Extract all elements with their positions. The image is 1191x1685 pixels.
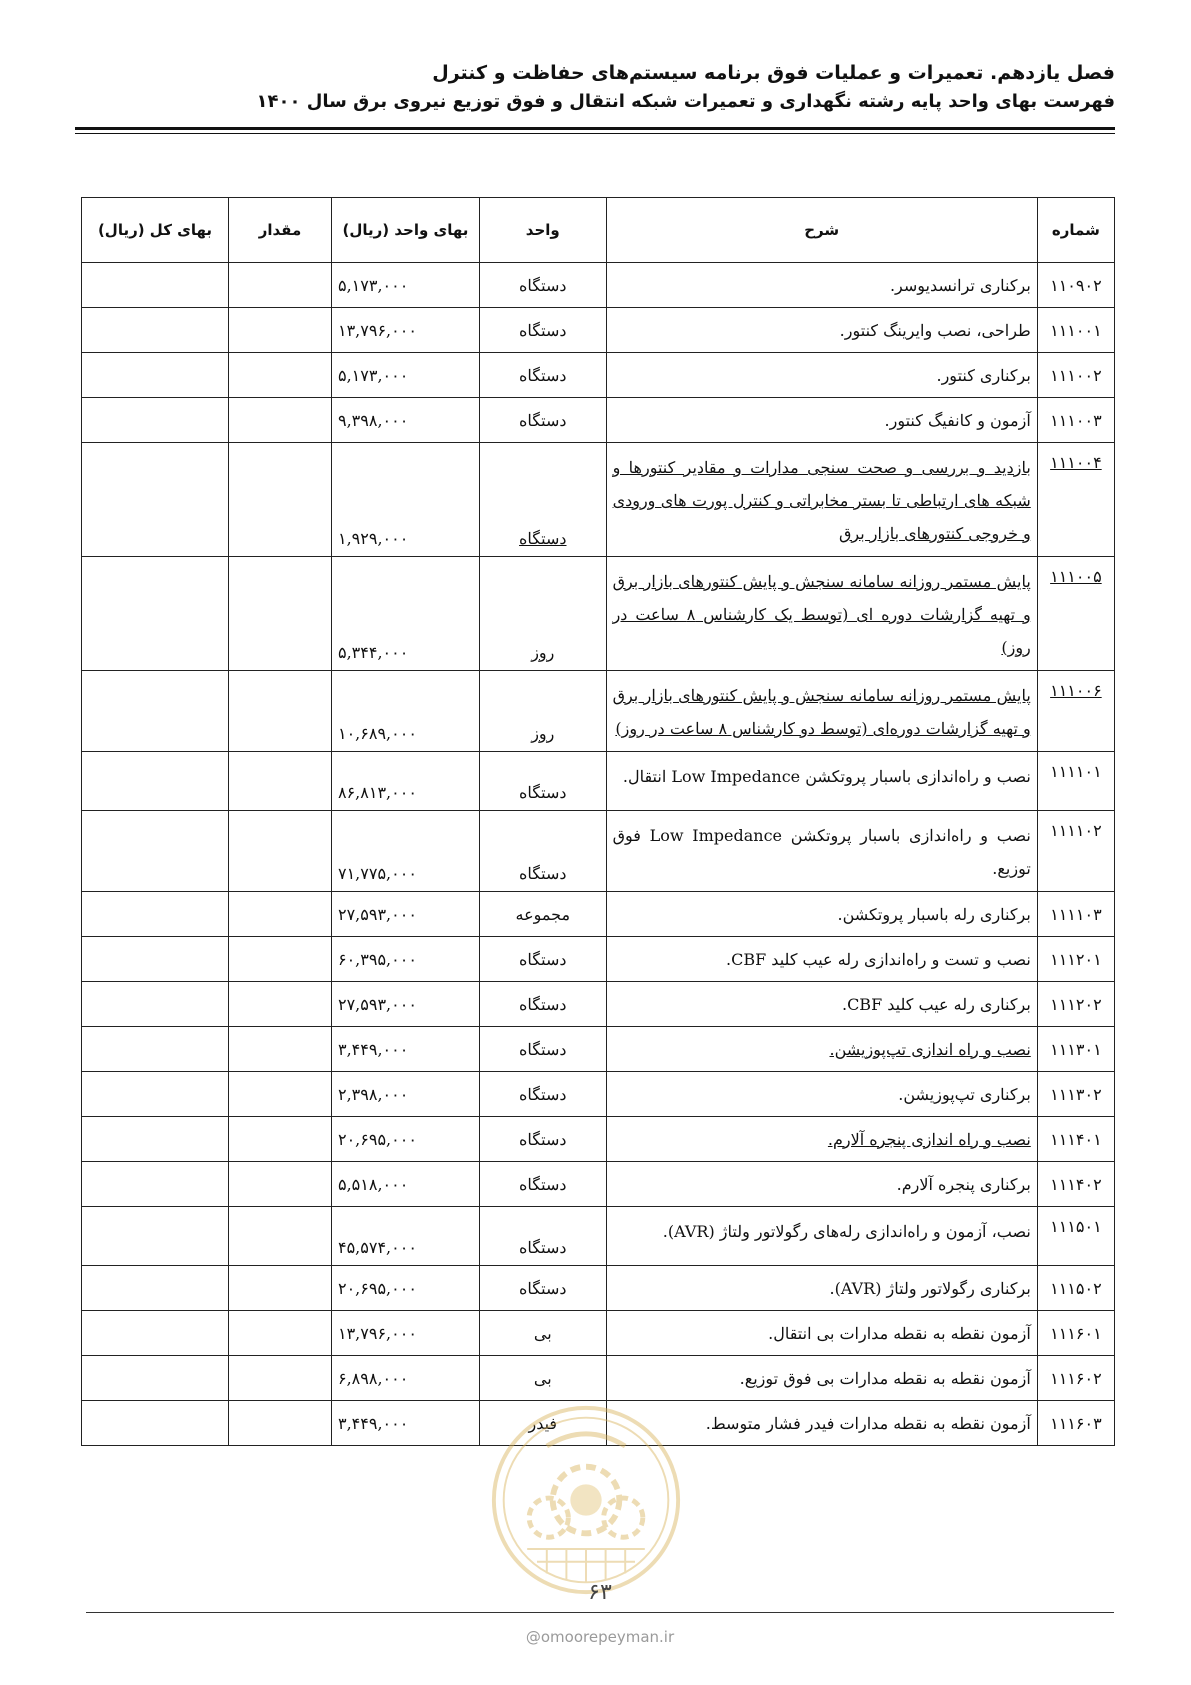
row-code: ۱۱۱۳۰۱ <box>1037 1027 1114 1072</box>
row-qty <box>229 1072 332 1117</box>
row-code: ۱۱۱۰۰۲ <box>1037 353 1114 398</box>
row-total <box>82 811 229 892</box>
row-total <box>82 1027 229 1072</box>
page-header <box>75 58 1115 116</box>
row-qty <box>229 811 332 892</box>
row-total <box>82 982 229 1027</box>
table-row <box>82 443 1115 557</box>
row-price: ۲۰,۶۹۵,۰۰۰ <box>331 1117 479 1162</box>
row-code: ۱۱۱۶۰۲ <box>1037 1356 1114 1401</box>
row-total <box>82 263 229 308</box>
row-desc: آزمون نقطه به نقطه مدارات بی انتقال. <box>606 1311 1037 1356</box>
row-price: ۹,۳۹۸,۰۰۰ <box>331 398 479 443</box>
row-total <box>82 398 229 443</box>
row-desc: نصب و راه اندازی تپ‌پوزیشن. <box>606 1027 1037 1072</box>
table-row <box>82 398 1115 443</box>
row-price: ۳,۴۴۹,۰۰۰ <box>331 1027 479 1072</box>
col-header-desc: شرح <box>606 198 1037 263</box>
table-row <box>82 1072 1115 1117</box>
row-price: ۱۰,۶۸۹,۰۰۰ <box>331 671 479 752</box>
col-header-unit: واحد <box>480 198 607 263</box>
row-total <box>82 671 229 752</box>
row-price: ۵,۵۱۸,۰۰۰ <box>331 1162 479 1207</box>
row-code: ۱۱۱۵۰۱ <box>1037 1207 1114 1266</box>
col-header-code: شماره <box>1037 198 1114 263</box>
row-price: ۶۰,۳۹۵,۰۰۰ <box>331 937 479 982</box>
row-desc: نصب و تست و راه‌اندازی رله عیب کلید CBF. <box>606 937 1037 982</box>
table-row <box>82 982 1115 1027</box>
row-unit: دستگاه <box>480 263 607 308</box>
row-desc: آزمون نقطه به نقطه مدارات فیدر فشار متوسط. <box>606 1401 1037 1446</box>
document-title: فهرست بهای واحد پایه رشته نگهداری و تعمیرات شبکه انتقال و فوق توزیع نیروی برق سال ۱۴۰۰ <box>256 91 1115 112</box>
row-code: ۱۱۱۱۰۲ <box>1037 811 1114 892</box>
row-price: ۲,۳۹۸,۰۰۰ <box>331 1072 479 1117</box>
row-price: ۶,۸۹۸,۰۰۰ <box>331 1356 479 1401</box>
row-qty <box>229 1027 332 1072</box>
row-desc: پایش مستمر روزانه سامانه سنجش و پایش کنتورهای بازار برق و تهیه گزارشات دوره ای (توسط یک کارشناس ۸ ساعت در روز) <box>606 557 1037 671</box>
row-total <box>82 752 229 811</box>
row-unit: دستگاه <box>480 1266 607 1311</box>
seal-watermark-icon <box>488 1402 684 1598</box>
row-total <box>82 1401 229 1446</box>
row-total <box>82 308 229 353</box>
row-price: ۴۵,۵۷۴,۰۰۰ <box>331 1207 479 1266</box>
row-price: ۳,۴۴۹,۰۰۰ <box>331 1401 479 1446</box>
row-price: ۱۳,۷۹۶,۰۰۰ <box>331 1311 479 1356</box>
row-qty <box>229 557 332 671</box>
row-qty <box>229 671 332 752</box>
row-qty <box>229 1266 332 1311</box>
row-price: ۸۶,۸۱۳,۰۰۰ <box>331 752 479 811</box>
chapter-title-part-b: سیستم‌های حفاظت و کنترل <box>432 62 705 84</box>
row-desc: آزمون و کانفیگ کنتور. <box>606 398 1037 443</box>
row-total <box>82 353 229 398</box>
row-code: ۱۱۱۱۰۳ <box>1037 892 1114 937</box>
site-watermark-text: @omoorepeyman.ir <box>525 1628 675 1646</box>
row-total <box>82 443 229 557</box>
row-price: ۵,۱۷۳,۰۰۰ <box>331 353 479 398</box>
table-row <box>82 353 1115 398</box>
table-row <box>82 1117 1115 1162</box>
row-unit: فیدر <box>480 1401 607 1446</box>
page-number: ۶۳ <box>588 1580 612 1605</box>
row-unit: دستگاه <box>480 1162 607 1207</box>
row-code: ۱۱۱۴۰۲ <box>1037 1162 1114 1207</box>
table-row <box>82 1311 1115 1356</box>
table-row <box>82 671 1115 752</box>
row-price: ۷۱,۷۷۵,۰۰۰ <box>331 811 479 892</box>
row-desc: نصب و راه‌اندازی باسبار پروتکشن Low Impedance فوق توزیع. <box>606 811 1037 892</box>
row-total <box>82 1117 229 1162</box>
row-price: ۲۰,۶۹۵,۰۰۰ <box>331 1266 479 1311</box>
row-desc: نصب و راه‌اندازی باسبار پروتکشن Low Impedance انتقال. <box>606 752 1037 811</box>
row-code: ۱۱۱۰۰۴ <box>1037 443 1114 557</box>
table-row <box>82 1356 1115 1401</box>
row-price: ۵,۱۷۳,۰۰۰ <box>331 263 479 308</box>
row-code: ۱۱۰۹۰۲ <box>1037 263 1114 308</box>
row-price: ۱,۹۲۹,۰۰۰ <box>331 443 479 557</box>
row-code: ۱۱۱۶۰۱ <box>1037 1311 1114 1356</box>
row-qty <box>229 892 332 937</box>
row-code: ۱۱۱۶۰۳ <box>1037 1401 1114 1446</box>
table-row <box>82 557 1115 671</box>
row-desc: نصب و راه اندازی پنجره آلارم. <box>606 1117 1037 1162</box>
col-header-qty: مقدار <box>229 198 332 263</box>
row-qty <box>229 982 332 1027</box>
row-price: ۱۳,۷۹۶,۰۰۰ <box>331 308 479 353</box>
row-unit: مجموعه <box>480 892 607 937</box>
row-code: ۱۱۱۲۰۱ <box>1037 937 1114 982</box>
row-unit: دستگاه <box>480 308 607 353</box>
row-unit: دستگاه <box>480 1117 607 1162</box>
row-code: ۱۱۱۱۰۱ <box>1037 752 1114 811</box>
col-header-total: بهای کل (ریال) <box>82 198 229 263</box>
row-qty <box>229 1162 332 1207</box>
row-desc: آزمون نقطه به نقطه مدارات بی فوق توزیع. <box>606 1356 1037 1401</box>
chapter-title <box>75 58 1115 88</box>
row-unit: روز <box>480 557 607 671</box>
row-qty <box>229 353 332 398</box>
row-total <box>82 1072 229 1117</box>
row-qty <box>229 263 332 308</box>
row-total <box>82 1311 229 1356</box>
row-code: ۱۱۱۳۰۲ <box>1037 1072 1114 1117</box>
table-row <box>82 263 1115 308</box>
row-code: ۱۱۱۰۰۳ <box>1037 398 1114 443</box>
row-qty <box>229 937 332 982</box>
table-header-row <box>82 198 1115 263</box>
row-qty <box>229 443 332 557</box>
row-desc: برکناری تپ‌پوزیشن. <box>606 1072 1037 1117</box>
row-qty <box>229 752 332 811</box>
row-unit: دستگاه <box>480 443 607 557</box>
row-desc: برکناری کنتور. <box>606 353 1037 398</box>
row-unit: دستگاه <box>480 1027 607 1072</box>
row-qty <box>229 1356 332 1401</box>
footer-rule <box>86 1612 1114 1613</box>
row-price: ۲۷,۵۹۳,۰۰۰ <box>331 982 479 1027</box>
row-unit: بی <box>480 1311 607 1356</box>
row-total <box>82 1207 229 1266</box>
row-code: ۱۱۱۴۰۱ <box>1037 1117 1114 1162</box>
row-unit: روز <box>480 671 607 752</box>
row-price: ۲۷,۵۹۳,۰۰۰ <box>331 892 479 937</box>
row-code: ۱۱۱۵۰۲ <box>1037 1266 1114 1311</box>
row-desc: برکناری پنجره آلارم. <box>606 1162 1037 1207</box>
row-unit: دستگاه <box>480 1207 607 1266</box>
row-code: ۱۱۱۰۰۶ <box>1037 671 1114 752</box>
price-table <box>81 197 1115 1446</box>
table-row <box>82 811 1115 892</box>
row-total <box>82 937 229 982</box>
row-qty <box>229 308 332 353</box>
table-row <box>82 1207 1115 1266</box>
row-desc: پایش مستمر روزانه سامانه سنجش و پایش کنتورهای بازار برق و تهیه گزارشات دوره‌ای (توسط دو کارشناس ۸ ساعت در روز) <box>606 671 1037 752</box>
row-desc: برکناری رگولاتور ولتاژ (AVR). <box>606 1266 1037 1311</box>
row-unit: دستگاه <box>480 353 607 398</box>
row-unit: دستگاه <box>480 982 607 1027</box>
row-total <box>82 1356 229 1401</box>
row-desc: برکناری رله باسبار پروتکشن. <box>606 892 1037 937</box>
chapter-title-part-a: فصل یازدهم. تعمیرات و عملیات فوق برنامه <box>704 62 1115 84</box>
row-code: ۱۱۱۰۰۱ <box>1037 308 1114 353</box>
table-row <box>82 1027 1115 1072</box>
table-row <box>82 892 1115 937</box>
row-total <box>82 1162 229 1207</box>
table-row <box>82 1162 1115 1207</box>
table-row <box>82 308 1115 353</box>
row-price: ۵,۳۴۴,۰۰۰ <box>331 557 479 671</box>
row-total <box>82 557 229 671</box>
row-unit: بی <box>480 1356 607 1401</box>
row-qty <box>229 1207 332 1266</box>
row-desc: طراحی، نصب وایرینگ کنتور. <box>606 308 1037 353</box>
table-row <box>82 937 1115 982</box>
row-unit: دستگاه <box>480 1072 607 1117</box>
row-code: ۱۱۱۰۰۵ <box>1037 557 1114 671</box>
row-qty <box>229 1401 332 1446</box>
row-code: ۱۱۱۲۰۲ <box>1037 982 1114 1027</box>
row-qty <box>229 398 332 443</box>
row-desc: برکناری ترانسدیوسر. <box>606 263 1037 308</box>
row-desc: نصب، آزمون و راه‌اندازی رله‌های رگولاتور ولتاژ (AVR). <box>606 1207 1037 1266</box>
row-total <box>82 892 229 937</box>
row-qty <box>229 1117 332 1162</box>
row-desc: برکناری رله عیب کلید CBF. <box>606 982 1037 1027</box>
table-row <box>82 752 1115 811</box>
header-rule-thick <box>75 127 1115 130</box>
col-header-unit-price: بهای واحد (ریال) <box>331 198 479 263</box>
table-row <box>82 1266 1115 1311</box>
header-rule-thin <box>75 133 1115 134</box>
row-qty <box>229 1311 332 1356</box>
row-total <box>82 1266 229 1311</box>
row-unit: دستگاه <box>480 398 607 443</box>
row-unit: دستگاه <box>480 937 607 982</box>
row-unit: دستگاه <box>480 811 607 892</box>
row-desc: بازدید و بررسی و صحت سنجی مدارات و مقادیر کنتورها و شبکه های ارتباطی تا بستر مخابراتی و کنترل پورت های ورودی و خروجی کنتورهای بازار برق <box>606 443 1037 557</box>
row-unit: دستگاه <box>480 752 607 811</box>
